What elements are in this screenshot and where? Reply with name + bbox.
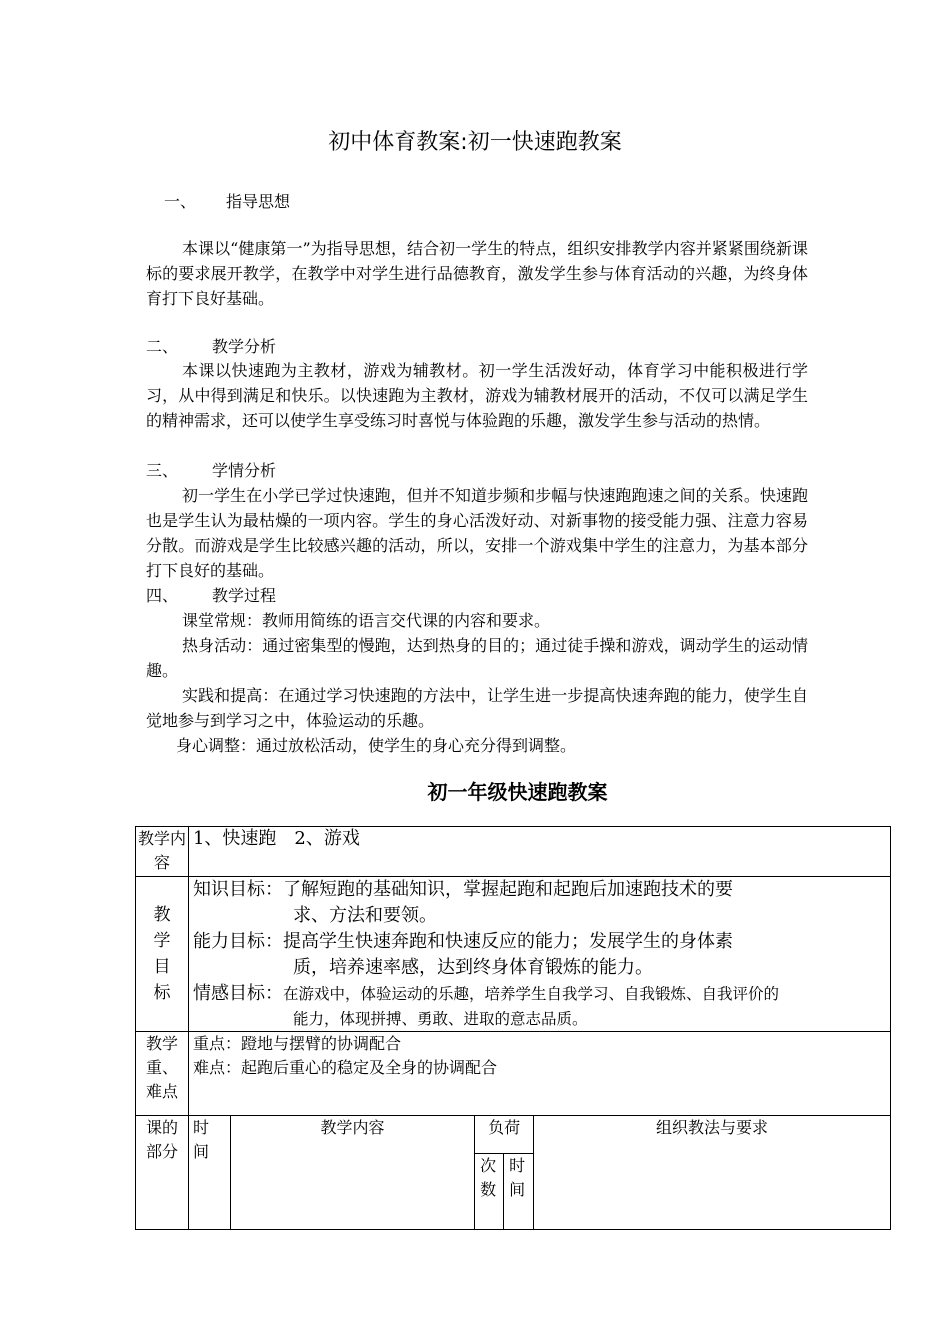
goal-text-cont: 能力，体现拼搏、勇敢、进取的意志品质。: [292, 1010, 588, 1028]
section-title: 学情分析: [212, 461, 277, 480]
header-text: 时间: [509, 1156, 526, 1199]
label-goals: [136, 877, 189, 1032]
section-number: 三、: [146, 461, 179, 480]
header-text: 次数: [480, 1156, 497, 1199]
section-3-paragraph: 初一学生在小学已学过快速跑，但并不知道步频和步幅与快速跑跑速之间的关系。快速跑也是学生认为最枯燥的一项内容。学生的身心活泼好动、对新事物的接受能力强、注意力容易分散。而游戏是学生比较感兴趣的活动，所以，安排一个游戏集中学生的注意力，为基本部分打下良好的基础。: [146, 486, 808, 580]
section-title: 教学过程: [212, 586, 277, 605]
goal-emotion: [193, 981, 886, 1031]
header-part: [136, 1116, 189, 1230]
header-duration: [504, 1154, 534, 1230]
section-4-paragraph-1: 课堂常规：教师用简练的语言交代课的内容和要求。: [182, 611, 551, 630]
row-goals: [136, 877, 891, 1032]
goal-knowledge: [193, 877, 886, 929]
section-2-paragraph: 本课以快速跑为主教材，游戏为辅教材。初一学生活泼好动，体育学习中能积极进行学习，从中得到满足和快乐。以快速跑为主教材，游戏为辅教材展开的活动，不仅可以满足学生的精神需求，还可以使学生享受练习时喜悦与体验跑的乐趣，激发学生参与活动的热情。: [146, 361, 808, 430]
label-key-points: [136, 1032, 189, 1116]
content-value: 1、快速跑 2、游戏: [188, 827, 890, 877]
goal-text: 在游戏中，体验运动的乐趣，培养学生自我学习、自我锻炼、自我评价的: [282, 985, 779, 1003]
section-number: 四、: [146, 586, 179, 605]
goal-text-cont: 质，培养速率感，达到终身体育锻炼的能力。: [292, 957, 653, 978]
label-text: 教学重、难点: [145, 1034, 178, 1101]
section-4-paragraph-4: 身心调整：通过放松活动，使学生的身心充分得到调整。: [176, 736, 577, 755]
plan-title: 初一年级快速跑教案: [427, 780, 608, 804]
lesson-plan-table: [135, 826, 891, 1230]
section-number: 一、: [164, 192, 197, 211]
label-text: 教学目标: [153, 905, 171, 1003]
header-text: 时间: [192, 1118, 209, 1161]
key-point: 重点：蹬地与摆臂的协调配合: [192, 1034, 401, 1053]
row-key-points: [136, 1032, 891, 1116]
header-time: [188, 1116, 230, 1230]
label-text: 教学内容: [137, 829, 186, 872]
section-number: 二、: [146, 337, 179, 356]
goal-text-cont: 求、方法和要领。: [292, 905, 437, 926]
goal-text: 了解短跑的基础知识，掌握起跑和起跑后加速跑技术的要: [282, 879, 733, 900]
document-title: 初中体育教案:初一快速跑教案: [328, 130, 622, 155]
goals-cell: [188, 877, 890, 1032]
row-content: [136, 827, 891, 877]
section-heading-2: [146, 334, 276, 359]
section-heading-1: [164, 189, 290, 214]
section-4-paragraph-2: 热身活动：通过密集型的慢跑，达到热身的目的；通过徒手操和游戏，调动学生的运动情趣。: [146, 636, 808, 680]
difficult-point: 难点：起跑后重心的稳定及全身的协调配合: [192, 1058, 497, 1077]
goal-label: 知识目标：: [192, 879, 283, 900]
label-content: [136, 827, 189, 877]
key-points-cell: [188, 1032, 890, 1116]
row-header-top: [136, 1116, 891, 1154]
goal-label: 情感目标：: [192, 983, 283, 1004]
header-times: [475, 1154, 504, 1230]
goal-ability: [193, 929, 886, 981]
header-method: 组织教法与要求: [534, 1116, 891, 1230]
section-heading-3: [146, 458, 276, 483]
header-text: 课的部分: [145, 1118, 178, 1161]
goal-label: 能力目标：: [192, 931, 283, 952]
goal-text: 提高学生快速奔跑和快速反应的能力；发展学生的身体素: [282, 931, 733, 952]
section-heading-4: [146, 583, 276, 608]
section-1-paragraph: 本课以“健康第一”为指导思想，结合初一学生的特点，组织安排教学内容并紧紧围绕新课标的要求展开教学，在教学中对学生进行品德教育，激发学生参与体育活动的兴趣，为终身体育打下良好基础。: [146, 239, 808, 308]
header-content: 教学内容: [230, 1116, 474, 1230]
section-title: 教学分析: [212, 337, 277, 356]
section-4-paragraph-3: 实践和提高：在通过学习快速跑的方法中，让学生进一步提高快速奔跑的能力，使学生自觉地参与到学习之中，体验运动的乐趣。: [146, 686, 808, 730]
header-load: 负荷: [475, 1116, 534, 1154]
section-title: 指导思想: [226, 192, 291, 211]
